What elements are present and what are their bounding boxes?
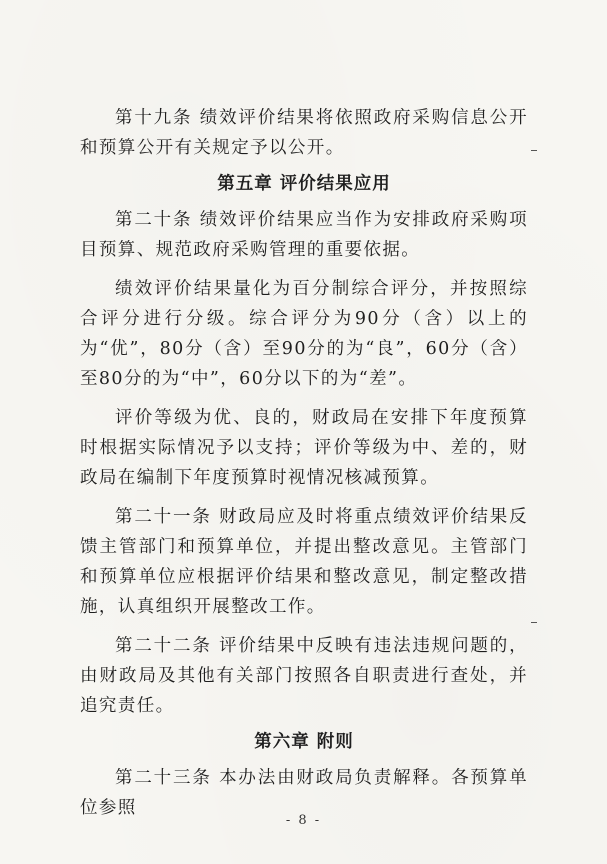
- article-20-scoring: 绩效评价结果量化为百分制综合评分，并按照综合评分进行分级。综合评分为90分（含）以上的为“优”，80分（含）至90分的为“良”，60分（含）至80分的为“中”，60分以下的为“差”。: [80, 279, 528, 389]
- article-20: 第二十条 绩效评价结果应当作为安排政府采购项目预算、规范政府采购管理的重要依据。: [80, 210, 528, 260]
- chapter-5-heading: 第五章 评价结果应用: [217, 174, 391, 194]
- document-body: [80, 103, 528, 823]
- margin-mark: [531, 150, 537, 151]
- article-20-grades: 评价等级为优、良的，财政局在安排下年度预算时根据实际情况予以支持；评价等级为中、差的，财政局在编制下年度预算时视情况核减预算。: [80, 408, 528, 488]
- article-23: 第二十三条 本办法由财政局负责解释。各预算单位参照: [80, 768, 528, 818]
- chapter-6-heading: 第六章 附则: [254, 732, 354, 752]
- article-22: 第二十二条 评价结果中反映有违法违规问题的，由财政局及其他有关部门按照各自职责进行查处，并追究责任。: [80, 636, 528, 716]
- article-19: 第十九条 绩效评价结果将依照政府采购信息公开和预算公开有关规定予以公开。: [80, 108, 528, 158]
- page-number: - 8 -: [285, 813, 322, 828]
- margin-mark: [531, 622, 537, 623]
- article-21: 第二十一条 财政局应及时将重点绩效评价结果反馈主管部门和预算单位，并提出整改意见。主管部门和预算单位应根据评价结果和整改意见，制定整改措施，认真组织开展整改工作。: [80, 507, 528, 617]
